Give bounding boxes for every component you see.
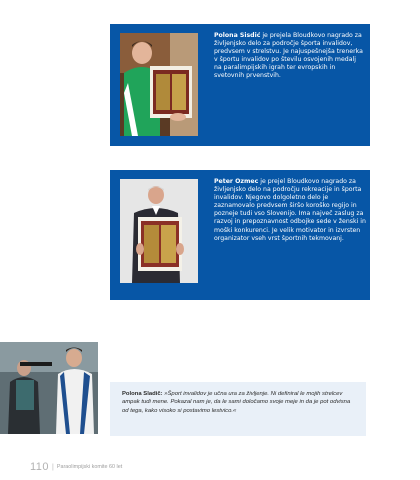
award-card-sisdic xyxy=(110,24,370,146)
photo-sisdic-with-award xyxy=(120,33,198,136)
footer-separator: | xyxy=(52,463,54,471)
photo-ozmec-with-award xyxy=(120,179,198,283)
photo-sladic-image xyxy=(0,342,98,434)
card-text-ozmec xyxy=(214,178,366,243)
quote-author: Polona Sladič: xyxy=(122,391,163,397)
card-text-sisdic xyxy=(214,32,364,81)
card-name-sisdic: Polona Sisdić xyxy=(214,32,261,39)
footer-label: Paraolimpijski komite 60 let xyxy=(56,464,123,470)
quote-box xyxy=(110,382,366,436)
page-footer xyxy=(30,460,122,474)
card-body-sisdic: je prejela Bloudkovo nagrado za življenjsko delo za področje športa invalidov, predvsem v strelstvu. Je najuspešnejša trenerka v športu invalidov po številu osvojenih medalj na paralimpijskih igrah ter evropskih in svetovnih prvenstvih. xyxy=(214,32,363,80)
photo-ozmec-image xyxy=(120,179,198,283)
card-body-ozmec: je prejel Bloudkovo nagrado za življenjsko delo na področju rekreacije in športa invalidov. Njegovo dolgoletno delo je zaznamovalo predvsem širšo koroško regijo in pozneje tudi vso Slovenijo. Ima največ zaslug za razvoj in prepoznavnost odbojke sede v ženski in moški konkurenci. Je velik motivator in izvrsten organizator vseh vrst športnih tekmovanj. xyxy=(214,178,366,242)
photo-sladic-shooting xyxy=(0,342,98,434)
card-name-ozmec: Peter Ozmec xyxy=(214,178,259,185)
award-card-ozmec xyxy=(110,170,370,300)
page-number: 110 xyxy=(30,461,50,473)
quote-text xyxy=(122,390,356,415)
photo-sisdic-image xyxy=(120,33,198,136)
quote-body: »Šport invalidov je učna ura za življenje. Ni definiral le mojih strelcev ampak tudi mene. Pokazal nam je, da le sami določamo svoje meje in da je pot odvisna od tega, kako visoko si postavimo lestvico.« xyxy=(122,391,351,414)
